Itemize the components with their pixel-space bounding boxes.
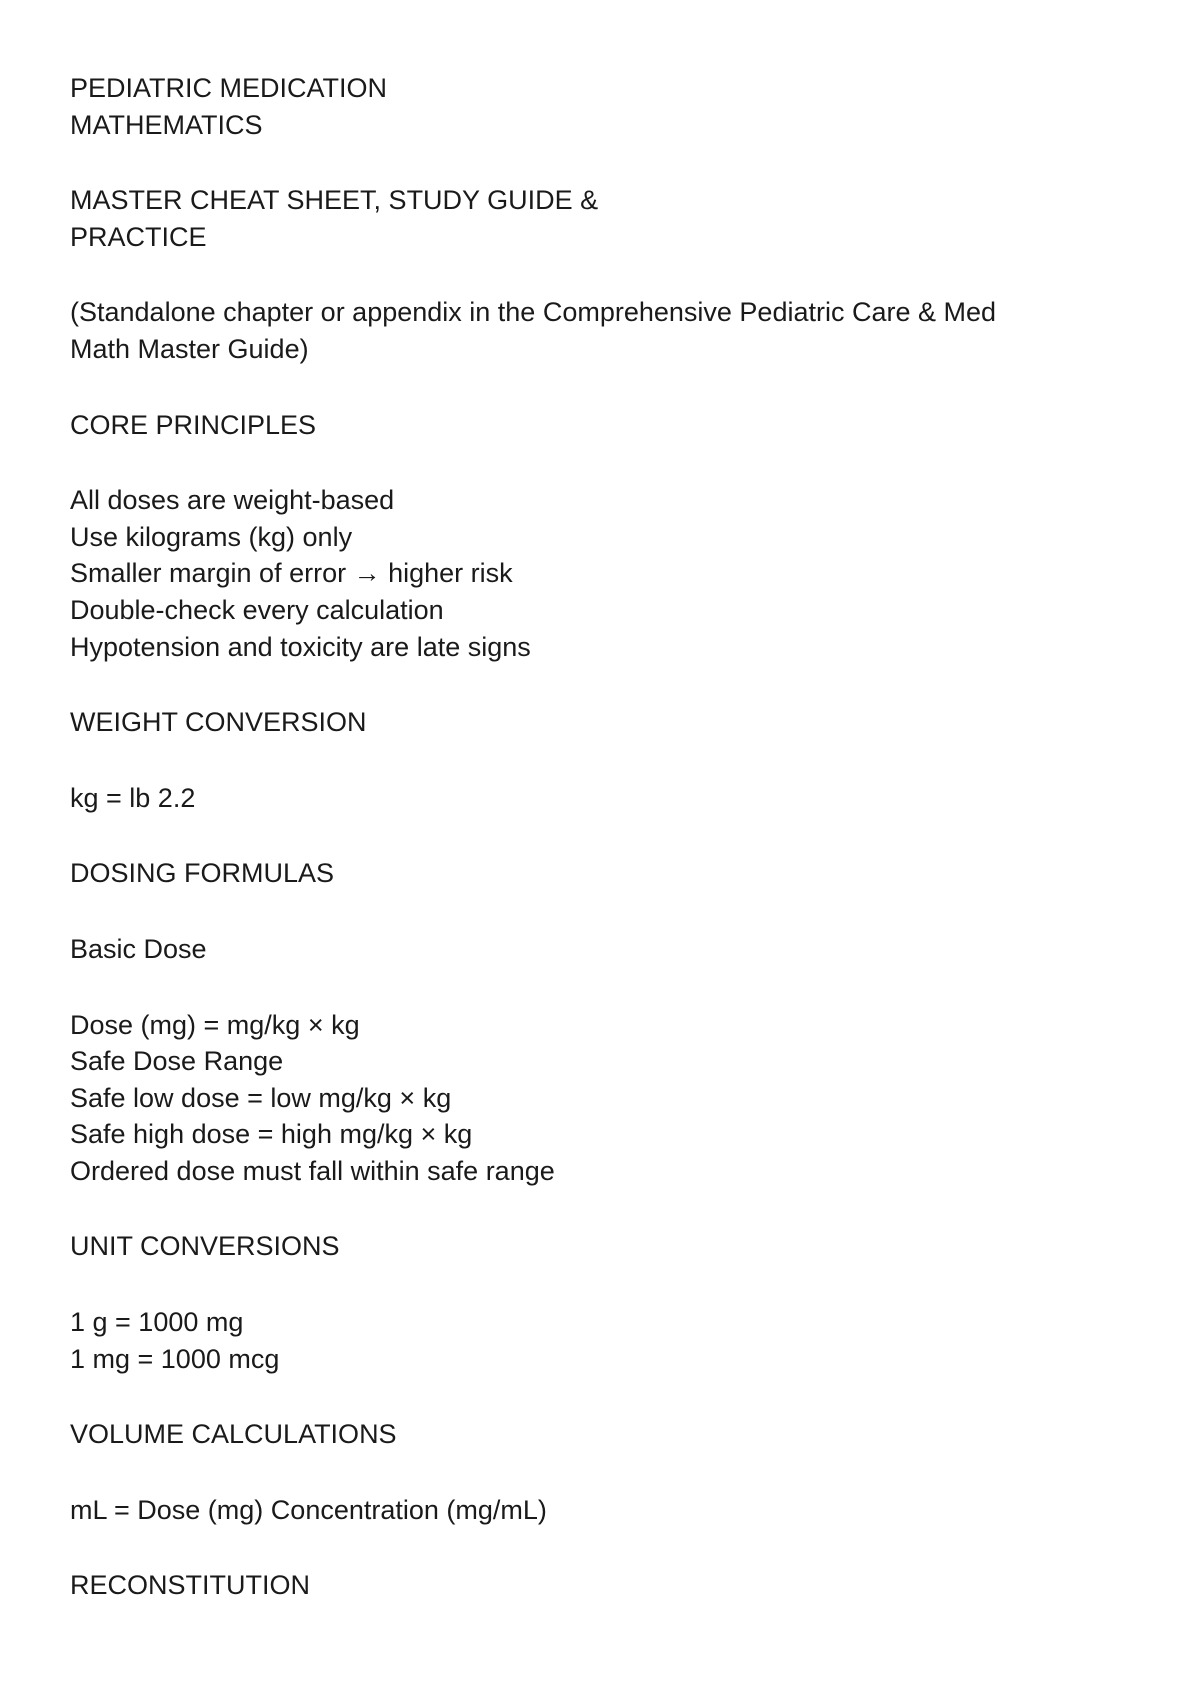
document-subtitle-line-2: PRACTICE <box>70 221 207 252</box>
document-title-line-1: PEDIATRIC MEDICATION <box>70 73 388 103</box>
dosing-formula-item: Dose (mg) = mg/kg × kg <box>70 1009 360 1040</box>
section-heading-dosing-formulas: DOSING FORMULAS <box>70 858 335 889</box>
core-principle-item: Double-check every calculation <box>70 594 444 625</box>
section-heading-reconstitution: RECONSTITUTION <box>70 1570 310 1601</box>
section-heading-weight-conversion: WEIGHT CONVERSION <box>70 707 367 738</box>
section-heading-unit-conversions: UNIT CONVERSIONS <box>70 1231 340 1262</box>
document-page <box>70 70 1150 1604</box>
core-principle-item: Hypotension and toxicity are late signs <box>70 631 531 662</box>
dosing-formula-item: Safe high dose = high mg/kg × kg <box>70 1119 473 1150</box>
dosing-formula-item: Safe low dose = low mg/kg × kg <box>70 1082 452 1113</box>
document-note-line-2: Math Master Guide) <box>70 333 309 364</box>
unit-conversion-item: 1 g = 1000 mg <box>70 1307 244 1338</box>
section-heading-volume-calculations: VOLUME CALCULATIONS <box>70 1419 397 1450</box>
weight-conversion-formula: kg = lb 2.2 <box>70 782 196 813</box>
document-subtitle-line-1: MASTER CHEAT SHEET, STUDY GUIDE & <box>70 185 599 216</box>
core-principle-item: Use kilograms (kg) only <box>70 521 353 552</box>
dosing-formula-item: Safe Dose Range <box>70 1046 284 1077</box>
unit-conversion-item: 1 mg = 1000 mcg <box>70 1343 280 1374</box>
document-title-line-2: MATHEMATICS <box>70 109 263 140</box>
dosing-formula-item: Ordered dose must fall within safe range <box>70 1155 555 1186</box>
core-principle-item: Smaller margin of error → higher risk <box>70 558 513 589</box>
dosing-subheading-basic-dose: Basic Dose <box>70 933 207 964</box>
core-principle-item: All doses are weight-based <box>70 485 395 516</box>
volume-calculation-formula: mL = Dose (mg) Concentration (mg/mL) <box>70 1494 547 1525</box>
section-heading-core-principles: CORE PRINCIPLES <box>70 409 317 440</box>
document-note-line-1: (Standalone chapter or appendix in the Comprehensive Pediatric Care & Med <box>70 297 997 328</box>
